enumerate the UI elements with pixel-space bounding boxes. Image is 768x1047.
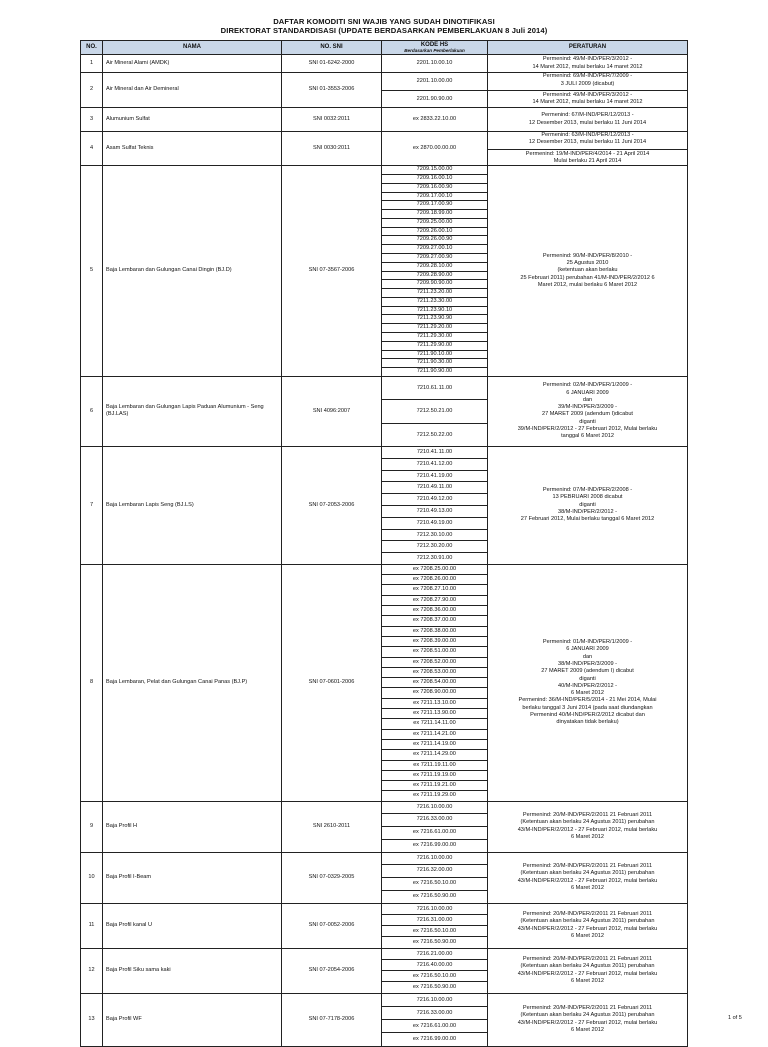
hs-code: 7209.18.99.00	[382, 210, 487, 219]
hs-code: ex 7208.25.00.00	[382, 565, 487, 575]
sni-number: SNI 0032:2011	[282, 108, 382, 132]
hs-code: ex 7208.27.90.00	[382, 596, 487, 606]
commodity-name: Baja Profil kanal U	[103, 903, 282, 948]
hs-code: ex 7208.39.00.00	[382, 637, 487, 647]
hs-code-list	[382, 134, 487, 163]
sni-number: SNI 01-6242-2000	[282, 55, 382, 73]
hs-code: ex 7216.61.00.00	[382, 1020, 487, 1033]
regulation-line: Permenind: 90/M-IND/PER/8/2010 -	[542, 252, 633, 259]
hs-code: 7209.15.00.00	[382, 166, 487, 175]
hs-code: ex 2870.00.00.00	[412, 145, 457, 152]
hs-code-list	[382, 447, 487, 564]
hs-code: 7209.27.00.90	[382, 254, 487, 263]
sni-number: SNI 01-3553-2006	[282, 73, 382, 108]
hs-code-list	[382, 802, 487, 852]
regulation-line: 25 Februari 2011) perubahan 41/M-IND/PER/2/2012 6	[520, 274, 655, 281]
sni-number: SNI 07-7178-2006	[282, 993, 382, 1046]
regulation-line: 38/M-IND/PER/3/2009 -	[557, 660, 618, 667]
regulation-line: 27 MARET 2009 (adendum I) dicabut	[541, 668, 634, 675]
hs-codes	[382, 564, 488, 801]
hs-code: 7210.49.11.00	[382, 482, 487, 494]
regulation-line: 27 Februari 2012, Mulai berlaku tanggal 6 Maret 2012	[520, 516, 655, 523]
hs-code: ex 7211.19.21.00	[382, 781, 487, 791]
hs-code: ex 7208.37.00.00	[382, 616, 487, 626]
regulation-line: 39/M-IND/PER/3/2009 -	[557, 404, 618, 411]
hs-code: 7209.17.00.90	[382, 201, 487, 210]
regulation-line: (Ketentuan akan berlaku 24 Agustus 2011) perubahan	[520, 870, 655, 877]
hs-code: ex 7208.53.00.00	[382, 668, 487, 678]
regulation-line: 14 Maret 2012, mulai berlaku 14 maret 2012	[532, 99, 643, 106]
hs-code: 7210.49.12.00	[382, 494, 487, 506]
regulation-line: Permenind 40/M-IND/PER/2/2012 dicabut dan	[530, 711, 645, 718]
hs-code: ex 7216.99.00.00	[412, 1036, 457, 1043]
row-number: 11	[81, 903, 103, 948]
hs-code: 7216.21.00.00	[382, 949, 487, 960]
row-number: 5	[81, 166, 103, 377]
regulation-line: 13 PEBRUARI 2008 dicabut	[552, 494, 623, 501]
hs-code-list	[382, 73, 487, 107]
hs-code: 7209.25.00.00	[382, 219, 487, 228]
hs-code-list	[382, 565, 487, 801]
regulation-line: dan	[582, 396, 593, 403]
hs-code: 7216.10.00.00	[382, 994, 487, 1007]
hs-code: ex 7208.54.00.00	[382, 678, 487, 688]
regulation-line: 6 JANUARI 2009	[566, 389, 609, 396]
row-number: 3	[81, 108, 103, 132]
hs-code: 7209.90.90.00	[382, 280, 487, 289]
hs-code: ex 7208.36.00.00	[382, 606, 487, 616]
hs-code: ex 7208.26.00.00	[382, 575, 487, 585]
regulation-line: diganti	[579, 501, 596, 508]
regulation-divider	[488, 90, 687, 91]
row-number: 9	[81, 801, 103, 852]
hs-code: ex 7216.50.10.00	[382, 926, 487, 937]
document-title: DAFTAR KOMODITI SNI WAJIB YANG SUDAH DINOTIFIKASI	[273, 17, 495, 26]
sni-number: SNI 07-0052-2006	[282, 903, 382, 948]
hs-code: 7216.10.00.00	[382, 904, 487, 915]
row-number: 8	[81, 564, 103, 801]
hs-code: ex 7216.50.10.00	[382, 971, 487, 982]
hs-code: ex 7208.27.10.00	[382, 585, 487, 595]
row-number: 4	[81, 132, 103, 166]
commodity-name: Asam Sulfat Teknis	[103, 132, 282, 166]
hs-code: ex 7211.13.90.00	[382, 709, 487, 719]
hs-codes	[382, 108, 488, 132]
hs-code-list	[382, 377, 487, 446]
hs-code: 7209.26.00.90	[382, 236, 487, 245]
hs-code: ex 7216.99.00.00	[412, 841, 457, 848]
hs-code: 7216.33.00.00	[382, 814, 487, 827]
regulation-line: 6 Maret 2012	[571, 1027, 604, 1034]
header-peraturan: PERATURAN	[488, 41, 688, 55]
sni-number: SNI 07-2054-2006	[282, 948, 382, 993]
regulation-line: Permenind: 20/M-IND/PER/2/2011 21 Februari 2011	[522, 956, 653, 963]
hs-code: 7209.17.00.10	[382, 193, 487, 202]
table-row	[81, 166, 688, 377]
regulation-line: (Ketentuan akan berlaku 24 Agustus 2011) perubahan	[520, 1012, 655, 1019]
row-number: 12	[81, 948, 103, 993]
header-name: NAMA	[103, 41, 282, 55]
regulation-line: 6 Maret 2012	[571, 834, 604, 841]
header-hs-label: KODE HS	[420, 42, 449, 48]
regulation	[488, 564, 688, 801]
hs-code: 7212.30.20.00	[382, 541, 487, 553]
commodity-table	[80, 40, 688, 1047]
regulation	[488, 376, 688, 446]
sni-number: SNI 07-0329-2005	[282, 852, 382, 903]
hs-code: ex 7211.14.19.00	[382, 740, 487, 750]
regulation-line: 27 MARET 2009 (adendum I)dicabut	[541, 411, 633, 418]
hs-code: ex 7211.14.21.00	[382, 730, 487, 740]
hs-code: ex 7211.19.11.00	[382, 761, 487, 771]
regulation-line: dan	[582, 653, 593, 660]
hs-code-list	[382, 904, 487, 948]
row-number: 13	[81, 993, 103, 1046]
hs-code: 7216.10.00.00	[382, 802, 487, 815]
regulation-line: tanggal 6 Maret 2012	[561, 433, 614, 440]
commodity-name: Air Mineral Alami (AMDK)	[103, 55, 282, 73]
sni-number: SNI 07-3567-2006	[282, 166, 382, 377]
regulation-line: 6 Maret 2012	[571, 933, 604, 940]
regulation-line: 25 Agustus 2010	[566, 260, 609, 267]
hs-codes	[382, 903, 488, 948]
hs-codes	[382, 166, 488, 377]
regulation-line: Permenind: 20/M-IND/PER/2/2011 21 Februari 2011	[522, 812, 653, 819]
hs-code: ex 7208.90.00.00	[382, 688, 487, 698]
table-row	[81, 852, 688, 903]
hs-code-list	[382, 949, 487, 993]
commodity-name: Baja Lembaran Lapis Seng (BJ.LS)	[103, 446, 282, 564]
regulation-line: berlaku tanggal 3 Juni 2014 (pada saat diundangkan	[522, 704, 653, 711]
sni-number: SNI 4096:2007	[282, 376, 382, 446]
table-row	[81, 564, 688, 801]
header-sni: NO. SNI	[282, 41, 382, 55]
hs-codes	[382, 852, 488, 903]
table-row	[81, 903, 688, 948]
hs-code: ex 7208.52.00.00	[382, 658, 487, 668]
regulation-line: 40/M-IND/PER/2/2012 -	[557, 682, 618, 689]
table-row	[81, 73, 688, 108]
hs-code-list	[382, 108, 487, 131]
commodity-name: Baja Lembaran, Pelat dan Gulungan Canai Panas (BJ.P)	[103, 564, 282, 801]
hs-code: ex 2833.22.10.00	[412, 116, 457, 122]
regulation-line: Permenind: 07/M-IND/PER/2/2008 -	[542, 487, 633, 494]
regulation-line: Permenind: 02/M-IND/PER/1/2009 -	[542, 382, 633, 389]
regulation-line: 43/M-IND/PER/2/2012 - 27 Februari 2012, mulai berlaku	[517, 970, 658, 977]
regulation-line: 6 Maret 2012	[571, 978, 604, 985]
regulation-line: diganti	[579, 675, 596, 682]
hs-code: 7211.23.90.90	[382, 315, 487, 324]
hs-code: 7211.29.30.00	[382, 333, 487, 342]
hs-code: 7209.27.00.10	[382, 245, 487, 254]
regulation-line: Permenind: 01/M-IND/PER/1/2009 -	[542, 639, 633, 646]
hs-code-list	[382, 994, 487, 1046]
hs-code: 7212.30.10.00	[382, 530, 487, 542]
hs-codes	[382, 55, 488, 73]
regulation	[488, 852, 688, 903]
regulation-line: Permenind: 20/M-IND/PER/2/2011 21 Februari 2011	[522, 1005, 653, 1012]
hs-codes	[382, 446, 488, 564]
hs-code: 7216.10.00.00	[382, 853, 487, 866]
sni-number: SNI 2610-2011	[282, 801, 382, 852]
regulation	[488, 801, 688, 852]
regulation-line: Permenind: 19/M-IND/PER/4/2014 - 21 April 2014	[525, 150, 650, 157]
regulation-line: 6 JANUARI 2009	[566, 646, 609, 653]
regulation	[488, 948, 688, 993]
commodity-name: Baja Lembaran dan Gulungan Lapis Paduan Alumunium - Seng (BJ.LAS)	[103, 376, 282, 446]
hs-code: 7211.90.30.00	[382, 359, 487, 368]
regulation-line: Mulai berlaku 21 April 2014	[553, 157, 622, 164]
commodity-name: Air Mineral dan Air Demineral	[103, 73, 282, 108]
sni-number: SNI 07-0601-2006	[282, 564, 382, 801]
table-header-row	[81, 41, 688, 55]
table-row	[81, 108, 688, 132]
hs-code: ex 7211.13.10.00	[382, 699, 487, 709]
regulation-line: 12 Desember 2013, mulai berlaku 11 Juni 2014	[528, 119, 647, 126]
commodity-name: Alumunium Sulfat	[103, 108, 282, 132]
regulation-line: 39/M-IND/PER/2/2012 - 27 Februari 2012, Mulai berlaku	[517, 426, 658, 433]
hs-code: 7209.16.00.90	[382, 184, 487, 193]
regulation-line: Permenind: 20/M-IND/PER/2/2011 21 Februari 2011	[522, 863, 653, 870]
hs-codes	[382, 801, 488, 852]
hs-codes	[382, 376, 488, 446]
regulation-line: diganti	[579, 418, 596, 425]
sni-number: SNI 0030:2011	[282, 132, 382, 166]
regulation-line: Permenind: 67/M-IND/PER/12/2013 -	[541, 112, 634, 119]
hs-code: 7216.40.00.00	[382, 960, 487, 971]
table-row	[81, 993, 688, 1046]
hs-code: 7209.28.10.00	[382, 263, 487, 272]
regulation-line: 43/M-IND/PER/2/2012 - 27 Februari 2012, mulai berlaku	[517, 826, 658, 833]
regulation-line: 43/M-IND/PER/2/2012 - 27 Februari 2012, mulai berlaku	[517, 1019, 658, 1026]
hs-code: 7211.23.90.10	[382, 307, 487, 316]
hs-code: 7216.31.00.00	[382, 915, 487, 926]
regulation-line: Permenind: 63/M-IND/PER/12/2013 -	[541, 132, 634, 138]
hs-codes	[382, 948, 488, 993]
regulation-line: Permenind: 49/M-IND/PER/3/2012 -	[542, 92, 633, 98]
regulation-line: 12 Desember 2013, mulai berlaku 11 Juni 2014	[528, 139, 647, 146]
table-row	[81, 55, 688, 73]
row-number: 10	[81, 852, 103, 903]
hs-code: ex 7211.19.29.00	[413, 792, 456, 799]
regulation-line: (ketentuan akan berlaku	[557, 267, 618, 274]
regulation-line: 6 Maret 2012	[571, 690, 604, 697]
hs-code: 7211.90.10.00	[382, 351, 487, 360]
hs-code: 7211.90.90.00	[416, 368, 453, 375]
header-hs-sublabel: Berdasarkan Pemberlakuan	[404, 48, 465, 53]
hs-code: ex 7211.14.11.00	[382, 719, 487, 729]
commodity-name: Baja Lembaran dan Gulungan Canai Dingin (BJ.D)	[103, 166, 282, 377]
regulation	[488, 55, 688, 73]
regulation-line: (Ketentuan akan berlaku 24 Agustus 2011) perubahan	[520, 918, 655, 925]
hs-code: 7211.29.20.00	[382, 324, 487, 333]
hs-code: 7211.23.30.00	[382, 298, 487, 307]
hs-codes	[382, 132, 488, 166]
hs-code-list	[382, 166, 487, 376]
table-row	[81, 132, 688, 166]
commodity-name: Baja Profil WF	[103, 993, 282, 1046]
hs-code: ex 7208.38.00.00	[382, 627, 487, 637]
hs-code: ex 7216.50.90.00	[412, 984, 457, 991]
hs-code: ex 7208.51.00.00	[382, 647, 487, 657]
regulation	[488, 446, 688, 564]
hs-code: 7209.28.90.00	[382, 272, 487, 281]
hs-code: 7210.41.11.00	[382, 447, 487, 459]
regulation-line: Permenind: 36/M-IND/PER/5/2014 - 21 Mei 2014, Mulai	[518, 697, 657, 704]
row-number: 7	[81, 446, 103, 564]
table-row	[81, 376, 688, 446]
regulation	[488, 73, 688, 108]
regulation	[488, 132, 688, 166]
regulation	[488, 903, 688, 948]
hs-code: 7210.41.19.00	[382, 471, 487, 483]
table-row	[81, 801, 688, 852]
hs-codes	[382, 73, 488, 108]
regulation-line: 6 Maret 2012	[571, 885, 604, 892]
regulation-line: dinyatakan tidak berlaku)	[556, 719, 619, 726]
hs-code: 7212.30.91.00	[416, 555, 453, 562]
hs-codes	[382, 993, 488, 1046]
hs-code: ex 7211.14.29.00	[382, 750, 487, 760]
hs-code: 2201.10.00.00	[382, 73, 487, 91]
regulation	[488, 166, 688, 377]
regulation-line: Maret 2012, mulai berlaku 6 Maret 2012	[537, 282, 638, 288]
regulation-line: Permenind: 49/M-IND/PER/3/2012 -	[542, 56, 633, 63]
hs-code: 7210.49.19.00	[382, 518, 487, 530]
hs-code-list	[382, 853, 487, 903]
hs-code: ex 7211.19.19.00	[382, 771, 487, 781]
hs-code: 7210.49.13.00	[382, 506, 487, 518]
row-number: 2	[81, 73, 103, 108]
regulation-line: 43/M-IND/PER/2/2012 - 27 Februari 2012, mulai berlaku	[517, 925, 658, 932]
hs-code: 7209.16.00.10	[382, 175, 487, 184]
row-number: 6	[81, 376, 103, 446]
regulation	[488, 108, 688, 132]
hs-code: 7216.33.00.00	[382, 1007, 487, 1020]
sni-number: SNI 07-2053-2006	[282, 446, 382, 564]
hs-code: 7211.29.90.00	[382, 342, 487, 351]
regulation-line: Permenind: 69/M-IND/PER/7/2009 -	[542, 73, 633, 80]
hs-code: 2201.90.90.00	[416, 95, 453, 102]
hs-code: 7212.50.22.00	[416, 431, 453, 438]
hs-code: ex 7216.61.00.00	[382, 827, 487, 840]
commodity-name: Baja Profil Siku sama kaki	[103, 948, 282, 993]
hs-code: ex 7216.50.90.00	[412, 892, 457, 899]
regulation	[488, 993, 688, 1046]
regulation-line: 38/M-IND/PER/2/2012 -	[557, 509, 618, 516]
hs-code: ex 7216.50.90.00	[412, 939, 457, 946]
table-body	[81, 55, 688, 1047]
regulation-line: 14 Maret 2012, mulai berlaku 14 maret 2012	[532, 63, 643, 70]
header-no: NO.	[81, 41, 103, 55]
regulation-line: (Ketentuan akan berlaku 24 Agustus 2011) perubahan	[520, 963, 655, 970]
regulation-divider	[488, 149, 687, 150]
row-number: 1	[81, 55, 103, 73]
hs-code: 7211.23.20.00	[382, 289, 487, 298]
hs-code-list	[382, 55, 487, 72]
commodity-name: Baja Profil I-Beam	[103, 852, 282, 903]
regulation-line: Permenind: 20/M-IND/PER/2/2011 21 Februari 2011	[522, 911, 653, 918]
hs-code: 7210.41.12.00	[382, 459, 487, 471]
table-row	[81, 446, 688, 564]
regulation-line: 43/M-IND/PER/2/2012 - 27 Februari 2012, mulai berlaku	[517, 877, 658, 884]
header-hs	[382, 41, 488, 55]
page-number: 1 of 5	[728, 1015, 742, 1021]
table-row	[81, 948, 688, 993]
hs-code: 7212.50.21.00	[382, 400, 487, 423]
regulation-line: 3 JULI 2009 (dicabut)	[560, 80, 615, 87]
hs-code: 7216.32.00.00	[382, 865, 487, 878]
hs-code: 7210.61.11.00	[382, 377, 487, 400]
commodity-name: Baja Profil H	[103, 801, 282, 852]
hs-code: 2201.10.00.10	[416, 60, 453, 66]
document-subtitle: DIREKTORAT STANDARDISASI (UPDATE BERDASARKAN PEMBERLAKUAN 8 Juli 2014)	[220, 26, 548, 35]
hs-code: ex 7216.50.10.00	[382, 878, 487, 891]
hs-code: 7209.26.00.10	[382, 228, 487, 237]
regulation-line: (Ketentuan akan berlaku 24 Agustus 2011) perubahan	[520, 819, 655, 826]
